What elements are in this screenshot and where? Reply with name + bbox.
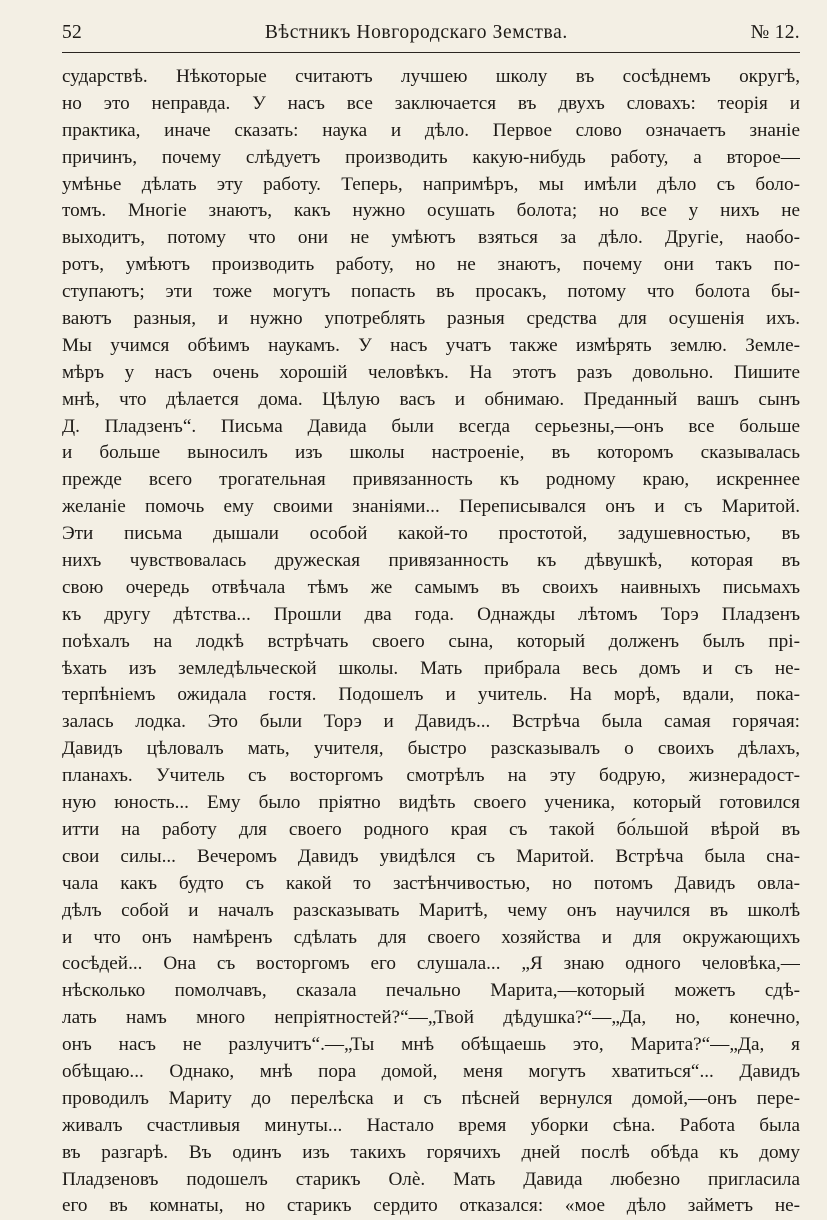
journal-title: Вѣстникъ Новгородскаго Земства. — [264, 22, 568, 43]
text-line: ступаютъ; эти тоже могутъ попасть въ просакъ, потому что болота бы- — [62, 281, 800, 303]
text-line: и больше выносилъ изъ школы настроеніе, въ которомъ сказывалась — [62, 442, 800, 464]
text-line: ную юность... Ему было пріятно видѣть своего ученика, который готовился — [62, 792, 800, 814]
text-line: нѣсколько помолчавъ, сказала печально Марита,—который можетъ сдѣ- — [62, 980, 800, 1002]
text-line: Пладзеновъ подошелъ старикъ Олѐ. Мать Давида любезно пригласила — [62, 1168, 800, 1190]
text-line: лать намъ много непріятностей?“—„Твой дѣдушка?“—„Да, но, конечно, — [62, 1007, 800, 1029]
text-line: живалъ счастливыя минуты... Настало время уборки сѣна. Работа была — [62, 1114, 800, 1136]
text-line: терпѣніемъ ожидала гостя. Подошелъ и учитель. На морѣ, вдали, пока- — [62, 684, 800, 706]
text-line: итти на работу для своего родного края съ такой бо́льшой вѣрой въ — [62, 818, 800, 840]
text-line: ѣхать изъ земледѣльческой школы. Мать прибрала весь домъ и съ не- — [62, 657, 800, 679]
text-line: онъ насъ не разлучитъ“.—„Ты мнѣ обѣщаешь это, Марита?“—„Да, я — [62, 1034, 800, 1056]
text-line: мѣръ у насъ очень хорошій человѣкъ. На этотъ разъ довольно. Пишите — [62, 361, 800, 383]
text-line: причинъ, почему слѣдуетъ производить какую-нибудь работу, а второе— — [62, 146, 800, 168]
text-line: свою очередь отвѣчала тѣмъ же самымъ въ своихъ наивныхъ письмахъ — [62, 576, 800, 598]
text-line: Мы учимся обѣимъ наукамъ. У насъ учатъ также измѣрять землю. Земле- — [62, 334, 800, 356]
text-line: Эти письма дышали особой какой-то простотой, задушевностью, въ — [62, 523, 800, 545]
text-line: нихъ чувствовалась дружеская привязанность къ дѣвушкѣ, которая въ — [62, 550, 800, 572]
text-line: Давидъ цѣловалъ мать, учителя, быстро разсказывалъ о своихъ дѣлахъ, — [62, 738, 800, 760]
text-line: выходитъ, потому что они не умѣютъ взяться за дѣло. Другіе, наобо- — [62, 227, 800, 249]
text-line: дѣлъ собой и началъ разсказывать Маритѣ, чему онъ научился въ школѣ — [62, 899, 800, 921]
body-text — [62, 64, 800, 1220]
text-line: проводилъ Мариту до перелѣска и съ пѣсней вернулся домой,—онъ пере- — [62, 1087, 800, 1109]
text-line: томъ. Многіе знаютъ, какъ нужно осушать болота; но все у нихъ не — [62, 200, 800, 222]
text-line: залась лодка. Это были Торэ и Давидъ... Встрѣча была самая горячая: — [62, 711, 800, 733]
running-head — [62, 18, 800, 48]
text-line: мнѣ, что дѣлается дома. Цѣлую васъ и обнимаю. Преданный вашъ сынъ — [62, 388, 800, 410]
text-line: сосѣдей... Она съ восторгомъ его слушала... „Я знаю одного человѣка,— — [62, 953, 800, 975]
text-line: въ разгарѣ. Въ одинъ изъ такихъ горячихъ дней послѣ обѣда къ дому — [62, 1141, 800, 1163]
text-line: и что онъ намѣренъ сдѣлать для своего хозяйства и для окружающихъ — [62, 926, 800, 948]
text-line: сударствѣ. Нѣкоторые считаютъ лучшею школу въ сосѣднемъ округѣ, — [62, 66, 800, 87]
text-line: практика, иначе сказать: наука и дѣло. Первое слово означаетъ знаніе — [62, 119, 800, 141]
text-line: желаніе помочь ему своими знаніями... Переписывался онъ и съ Маритой. — [62, 496, 800, 518]
text-line: но это неправда. У насъ все заключается въ двухъ словахъ: теорія и — [62, 92, 800, 114]
header-rule — [62, 52, 800, 53]
page-number: 52 — [62, 22, 83, 43]
text-line: Д. Пладзенъ“. Письма Давида были всегда серьезны,—онъ все больше — [62, 415, 800, 437]
issue-number: № 12. — [750, 22, 800, 43]
text-line: свои силы... Вечеромъ Давидъ увидѣлся съ Маритой. Встрѣча была сна- — [62, 845, 800, 867]
text-line: чала какъ будто съ какой то застѣнчивостью, но потомъ Давидъ овла- — [62, 872, 800, 894]
text-line: ваютъ разныя, и нужно употреблять разныя средства для осушенія ихъ. — [62, 308, 800, 330]
text-line: поѣхалъ на лодкѣ встрѣчать своего сына, который долженъ былъ прі- — [62, 630, 800, 652]
text-line: обѣщаю... Однако, мнѣ пора домой, меня могутъ хватиться“... Давидъ — [62, 1060, 800, 1082]
text-line: его въ комнаты, но старикъ сердито отказался: «мое дѣло займетъ не- — [62, 1195, 800, 1217]
text-line: къ другу дѣтства... Прошли два года. Однажды лѣтомъ Торэ Пладзенъ — [62, 603, 800, 625]
text-line: умѣнье дѣлать эту работу. Теперь, напримѣръ, мы имѣли дѣло съ боло- — [62, 173, 800, 195]
text-line: прежде всего трогательная привязанность къ родному краю, искреннее — [62, 469, 800, 491]
text-line: планахъ. Учитель съ восторгомъ смотрѣлъ на эту бодрую, жизнерадост- — [62, 765, 800, 787]
text-line: ротъ, умѣютъ производить работу, но не знаютъ, почему они такъ по- — [62, 254, 800, 276]
